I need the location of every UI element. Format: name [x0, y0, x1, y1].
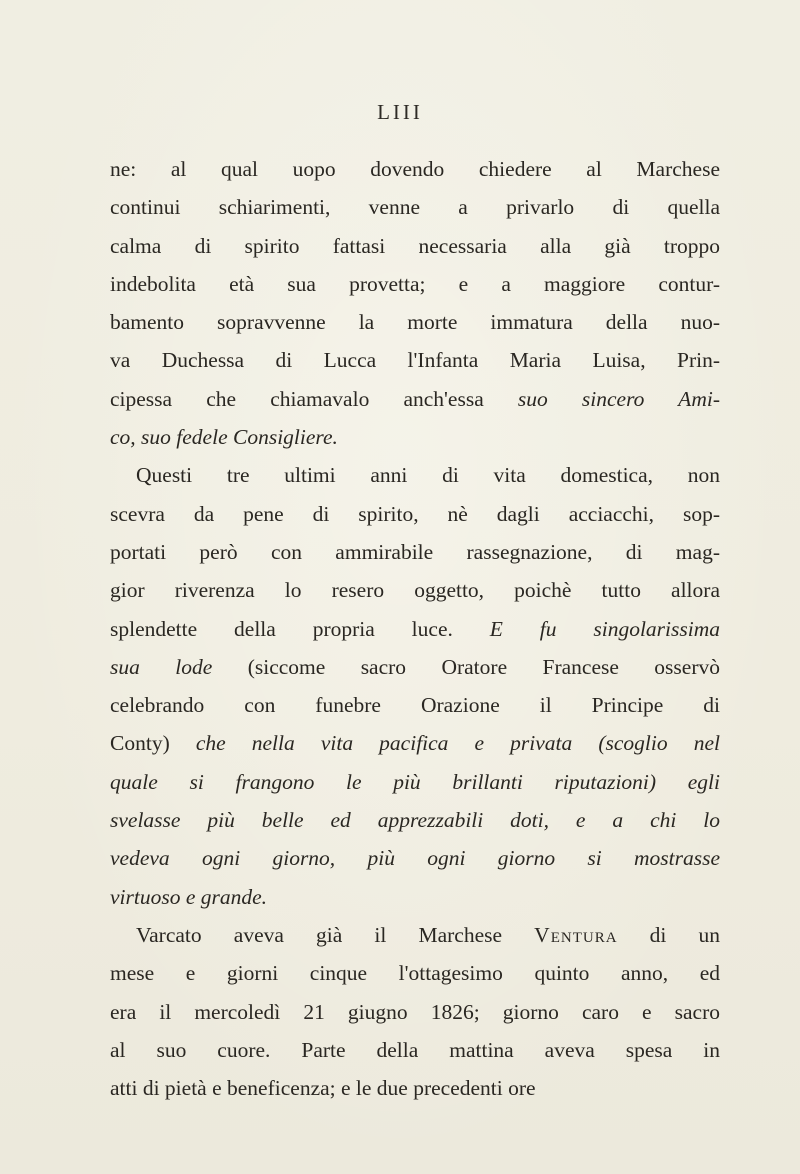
text-segment: calma di spirito fattasi necessaria alla già troppo — [110, 233, 720, 258]
text-line — [110, 150, 720, 188]
text-line — [110, 648, 720, 686]
body-text — [110, 150, 720, 1107]
text-segment: indebolita età sua provetta; e a maggiore contur- — [110, 271, 720, 296]
text-segment: Conty) — [110, 731, 196, 756]
text-segment: mese e giorni cinque l'ottagesimo quinto anno, ed — [110, 961, 720, 986]
text-segment: bamento sopravvenne la morte immatura della nuo- — [110, 310, 720, 335]
text-segment: scevra da pene di spirito, nè dagli acciacchi, sop- — [110, 501, 720, 526]
text-line — [110, 763, 720, 801]
small-caps-name: Ventura — [534, 922, 618, 947]
text-segment: al suo cuore. Parte della mattina aveva spesa in — [110, 1037, 720, 1062]
text-line — [110, 188, 720, 226]
text-line — [110, 571, 720, 609]
text-line — [110, 839, 720, 877]
italic-text: sua lode — [110, 654, 213, 679]
italic-text: vedeva ogni giorno, più ogni giorno si mostrasse — [110, 846, 720, 871]
italic-text: che nella vita pacifica e privata (scoglio nel — [195, 731, 720, 756]
text-segment: di un — [617, 922, 720, 947]
text-line — [110, 418, 720, 456]
text-segment: era il mercoledì 21 giugno 1826; giorno caro e sacro — [110, 999, 720, 1024]
text-line — [110, 227, 720, 265]
text-line — [110, 456, 720, 494]
text-segment: Questi tre ultimi anni di vita domestica, non — [136, 463, 720, 488]
text-segment: splendette della propria luce. — [110, 616, 490, 641]
text-line — [110, 686, 720, 724]
text-segment: ne: al qual uopo dovendo chiedere al Marchese — [110, 157, 720, 181]
text-line — [110, 1069, 720, 1107]
text-segment: Varcato aveva già il Marchese — [136, 922, 535, 947]
italic-text: virtuoso e grande. — [110, 884, 268, 909]
text-line — [110, 303, 720, 341]
text-segment: continui schiarimenti, venne a privarlo di quella — [110, 195, 720, 220]
text-line — [110, 265, 720, 303]
text-line — [110, 878, 720, 916]
italic-text: quale si frangono le più brillanti riputazioni) egli — [110, 769, 720, 794]
text-line — [110, 1031, 720, 1069]
text-line — [110, 380, 720, 418]
text-segment: atti di pietà e beneficenza; e le due precedenti ore — [110, 1076, 536, 1101]
text-line — [110, 801, 720, 839]
text-segment: gior riverenza lo resero oggetto, poichè tutto allora — [110, 578, 720, 603]
text-line — [110, 954, 720, 992]
text-line — [110, 993, 720, 1031]
text-line — [110, 495, 720, 533]
text-segment: (siccome sacro Oratore Francese osservò — [212, 654, 720, 679]
text-line — [110, 610, 720, 648]
text-line — [110, 724, 720, 762]
text-line — [110, 916, 720, 954]
text-line — [110, 341, 720, 379]
italic-text: svelasse più belle ed apprezzabili doti, e a chi lo — [110, 808, 720, 833]
italic-text: suo sincero Ami- — [517, 386, 720, 411]
italic-text: E fu singolarissima — [489, 616, 721, 641]
text-line — [110, 533, 720, 571]
text-segment: va Duchessa di Lucca l'Infanta Maria Luisa, Prin- — [110, 348, 720, 373]
text-segment: cipessa che chiamavalo anch'essa — [110, 386, 518, 411]
italic-text: co, suo fedele Consigliere. — [110, 425, 338, 450]
page-number: LIII — [377, 100, 423, 124]
text-segment: portati però con ammirabile rassegnazione, di mag- — [110, 539, 720, 564]
text-segment: celebrando con funebre Orazione il Principe di — [110, 693, 720, 718]
